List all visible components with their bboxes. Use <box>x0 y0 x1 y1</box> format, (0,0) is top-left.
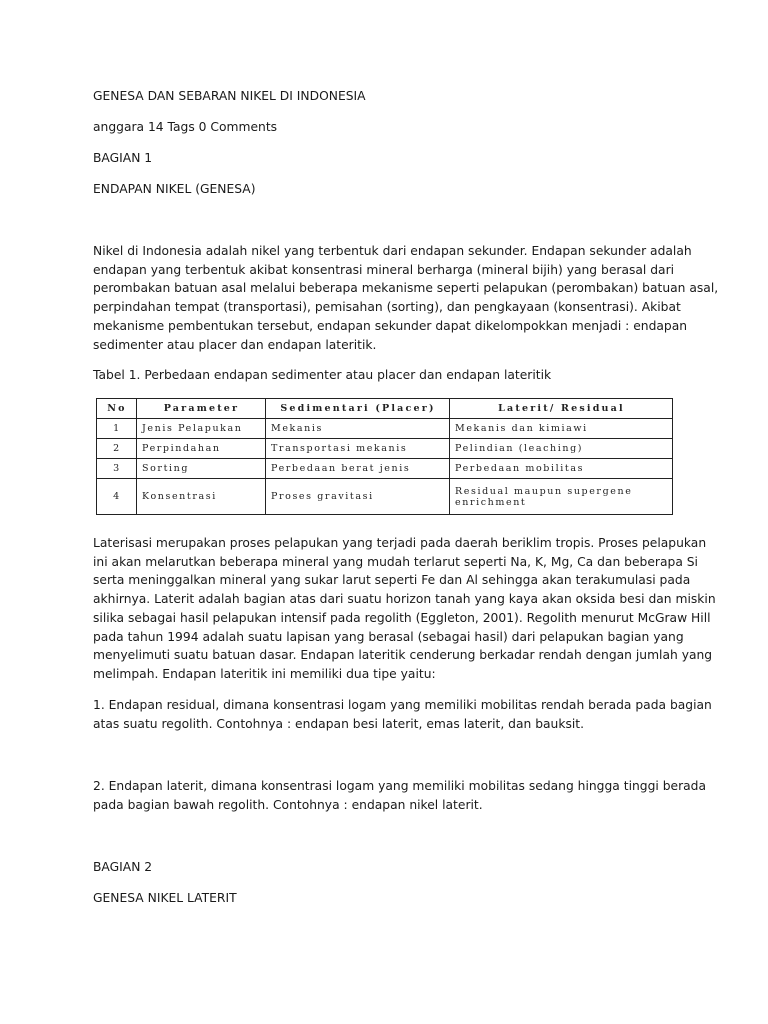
text-line: melimpah. Endapan lateritik ini memiliki dua tipe yaitu: <box>93 666 436 681</box>
table-cell: 1 <box>97 419 137 439</box>
table-header-row <box>97 399 673 419</box>
text-line: Laterisasi merupakan proses pelapukan yang terjadi pada daerah beriklim tropis. Proses pelapukan <box>93 536 707 550</box>
text-line: 2. Endapan laterit, dimana konsentrasi logam yang memiliki mobilitas sedang hingga tinggi berada <box>93 779 707 793</box>
post-meta: anggara 14 Tags 0 Comments <box>93 120 278 134</box>
table-cell: Sorting <box>137 459 266 479</box>
table-header: No <box>97 399 137 419</box>
table-cell: Proses gravitasi <box>266 479 450 515</box>
list-item-1 <box>93 696 712 733</box>
table-row <box>97 479 673 515</box>
text-line: serta meninggalkan mineral yang sukar larut seperti Fe dan Al sehingga akan terakumulasi pada <box>93 573 691 588</box>
text-line: sedimenter atau placer dan endapan lateritik. <box>93 337 377 352</box>
section-label-2: BAGIAN 2 <box>93 860 153 874</box>
table-row <box>97 439 673 459</box>
table-cell: 4 <box>97 479 137 515</box>
paragraph-laterisasi <box>93 534 716 684</box>
text-line: Nikel di Indonesia adalah nikel yang terbentuk dari endapan sekunder. Endapan sekunder adalah <box>93 244 692 258</box>
table-cell: Konsentrasi <box>137 479 266 515</box>
section-heading-2: GENESA NIKEL LATERIT <box>93 891 237 905</box>
text-line: perombakan batuan asal melalui beberapa mekanisme seperti pelapukan (perombakan) batuan asal, <box>93 281 719 296</box>
text-line: 1. Endapan residual, dimana konsentrasi logam yang memiliki mobilitas rendah berada pada bagian <box>93 698 712 712</box>
table-cell: Pelindian (leaching) <box>450 439 673 459</box>
table-header: Parameter <box>137 399 266 419</box>
text-line: mekanisme pembentukan tersebut, endapan sekunder dapat dikelompokkan menjadi : endapan <box>93 318 688 333</box>
table-cell: 3 <box>97 459 137 479</box>
section-heading-1: ENDAPAN NIKEL (GENESA) <box>93 182 256 196</box>
text-line: pada bagian bawah regolith. Contohnya : endapan nikel laterit. <box>93 797 483 812</box>
text-line: perpindahan tempat (transportasi), pemisahan (sorting), dan pengkayaan (konsentrasi). Akibat <box>93 300 681 315</box>
table-cell: Jenis Pelapukan <box>137 419 266 439</box>
table-header: Sedimentari (Placer) <box>266 399 450 419</box>
table-cell: Perbedaan berat jenis <box>266 459 450 479</box>
text-line: menyelimuti suatu batuan dasar. Endapan lateritik cenderung berkadar rendah dengan jumlah yang <box>93 648 713 663</box>
text-line: pada tahun 1994 adalah suatu lapisan yang berasal (sebagai hasil) dari pelapukan bagian yang <box>93 629 684 644</box>
table-cell: Mekanis <box>266 419 450 439</box>
text-line: silika sebagai hasil pelapukan intensif pada regolith (Eggleton, 2001). Regolith menurut McGraw Hill <box>93 610 711 625</box>
table-row <box>97 459 673 479</box>
table-cell: Transportasi mekanis <box>266 439 450 459</box>
table-cell: 2 <box>97 439 137 459</box>
text-line: ini akan melarutkan beberapa mineral yang mudah terlarut seperti Na, K, Mg, Ca dan beberapa Si <box>93 554 698 569</box>
table-cell: Mekanis dan kimiawi <box>450 419 673 439</box>
text-line: atas suatu regolith. Contohnya : endapan besi laterit, emas laterit, dan bauksit. <box>93 716 585 731</box>
paragraph-intro <box>93 242 719 354</box>
table-cell: Perpindahan <box>137 439 266 459</box>
list-item-2 <box>93 777 707 814</box>
comparison-table <box>96 398 673 515</box>
table-cell: Residual maupun supergene enrichment <box>450 479 673 515</box>
section-label-1: BAGIAN 1 <box>93 151 153 165</box>
text-line: akhirnya. Laterit adalah bagian atas dari suatu horizon tanah yang kaya akan oksida besi dan miskin <box>93 592 716 607</box>
table-row <box>97 419 673 439</box>
table-caption: Tabel 1. Perbedaan endapan sedimenter atau placer dan endapan lateritik <box>93 368 552 382</box>
table-cell: Perbedaan mobilitas <box>450 459 673 479</box>
table-header: Laterit/ Residual <box>450 399 673 419</box>
document-title: GENESA DAN SEBARAN NIKEL DI INDONESIA <box>93 89 366 103</box>
text-line: endapan yang terbentuk akibat konsentrasi mineral berharga (mineral bijih) yang berasal dari <box>93 262 675 277</box>
